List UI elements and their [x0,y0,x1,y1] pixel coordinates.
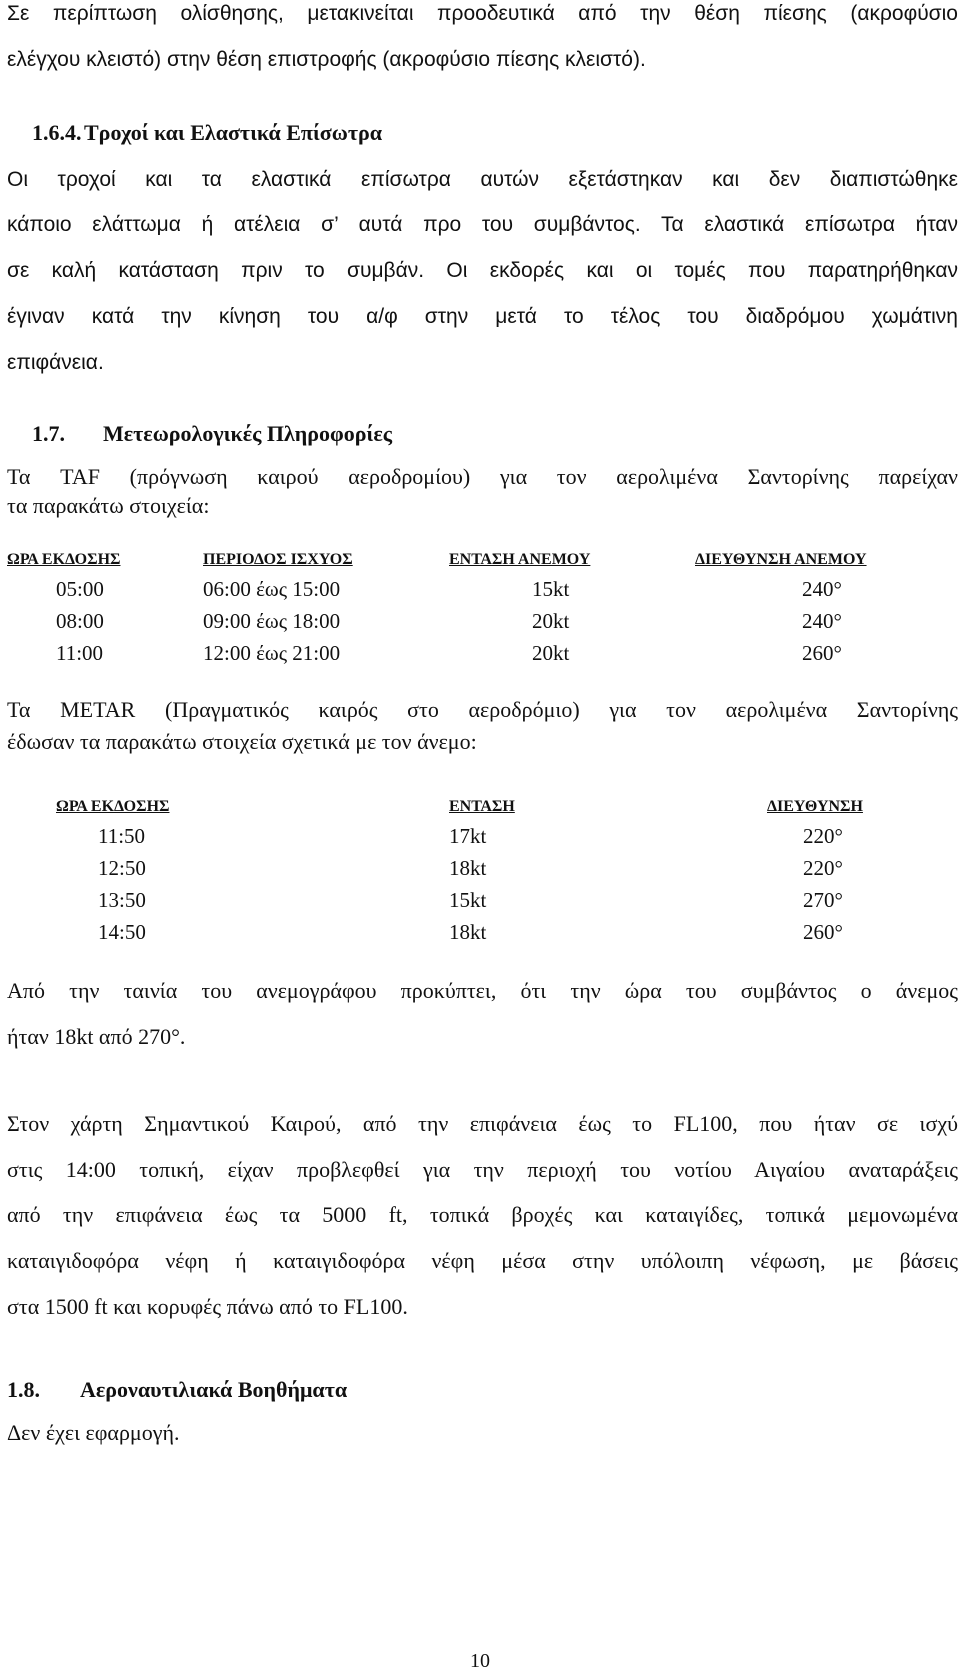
paragraph-line: επιφάνεια. [7,351,104,374]
intro-line-2: ελέγχου κλειστό) στην θέση επιστροφής (ακροφύσιο πίεσης κλειστό). [7,48,646,71]
table-cell: 17kt [449,824,487,848]
section-title-1-7: Μετεωρολογικές Πληροφορίες [103,421,393,446]
section-number-1-8: 1.8. [7,1377,40,1402]
section-title-1-6-4: Τροχοί και Ελαστικά Επίσωτρα [84,120,383,145]
anemograph-line-2: ήταν 18kt από 270°. [7,1024,186,1049]
metar-header-speed: ΕΝΤΑΣΗ [449,798,515,815]
metar-header-issue-time: ΩΡΑ ΕΚΔΟΣΗΣ [56,798,170,815]
table-cell: 13:50 [98,888,146,912]
table-cell: 240° [802,577,842,601]
taf-intro-line-1: Τα TAF (πρόγνωση καιρού αεροδρομίου) για τον αερολιμένα Σαντορίνης παρείχαν [7,464,958,489]
table-cell: 05:00 [56,577,104,601]
table-cell: 240° [802,609,842,633]
table-cell: 15kt [449,888,487,912]
section-title-1-8: Αεροναυτιλιακά Βοηθήματα [80,1377,348,1402]
table-cell: 18kt [449,920,487,944]
table-cell: 14:50 [98,920,146,944]
taf-header-wind-direction: ΔΙΕΥΘΥΝΣΗ ΑΝΕΜΟΥ [695,551,867,568]
table-cell: 220° [803,856,843,880]
table-cell: 11:00 [56,641,104,665]
paragraph-line: κάποιο ελάττωμα ή ατέλεια σ’ αυτά προ του συμβάντος. Τα ελαστικά επίσωτρα ήταν [7,213,958,236]
metar-intro-line-1: Τα METAR (Πραγματικός καιρός στο αεροδρόμιο) για τον αερολιμένα Σαντορίνης [7,697,958,722]
table-cell: 15kt [532,577,570,601]
table-cell: 18kt [449,856,487,880]
table-cell: 11:50 [98,824,146,848]
table-cell: 220° [803,824,843,848]
taf-header-wind-speed: ΕΝΤΑΣΗ ΑΝΕΜΟΥ [449,551,591,568]
table-cell: 260° [802,641,842,665]
table-cell: 20kt [532,609,570,633]
sigwx-line: καταιγιδοφόρα νέφη ή καταιγιδοφόρα νέφη μέσα στην υπόλοιπη νέφωση, με βάσεις [7,1248,958,1273]
taf-header-validity: ΠΕΡΙΟΔΟΣ ΙΣΧΥΟΣ [203,551,353,568]
section-1-8-body: Δεν έχει εφαρμογή. [7,1420,180,1445]
sigwx-line: Στον χάρτη Σημαντικού Καιρού, από την επιφάνεια έως το FL100, που ήταν σε ισχύ [7,1111,958,1136]
table-cell: 260° [803,920,843,944]
sigwx-line: στις 14:00 τοπική, είχαν προβλεφθεί για την περιοχή του νοτίου Αιγαίου αναταράξεις [7,1157,958,1182]
table-cell: 20kt [532,641,570,665]
page-number: 10 [470,1650,490,1672]
section-number-1-6-4: 1.6.4. [32,120,82,145]
table-cell: 08:00 [56,609,104,633]
table-cell: 06:00 έως 15:00 [203,577,341,601]
section-number-1-7: 1.7. [32,421,65,446]
table-cell: 09:00 έως 18:00 [203,609,341,633]
metar-intro-line-2: έδωσαν τα παρακάτω στοιχεία σχετικά με τον άνεμο: [7,729,477,754]
table-cell: 270° [803,888,843,912]
paragraph-line: σε καλή κατάσταση πριν το συμβάν. Οι εκδορές και οι τομές που παρατηρήθηκαν [7,259,958,282]
anemograph-line-1: Από την ταινία του ανεμογράφου προκύπτει, ότι την ώρα του συμβάντος ο άνεμος [7,978,958,1003]
sigwx-line: στα 1500 ft και κορυφές πάνω από το FL100. [7,1294,408,1319]
taf-header-issue-time: ΩΡΑ ΕΚΔΟΣΗΣ [7,551,121,568]
paragraph-line: Οι τροχοί και τα ελαστικά επίσωτρα αυτών εξετάστηκαν και δεν διαπιστώθηκε [7,168,958,191]
metar-header-direction: ΔΙΕΥΘΥΝΣΗ [767,798,863,815]
table-cell: 12:50 [98,856,146,880]
intro-line-1: Σε περίπτωση ολίσθησης, μετακινείται προοδευτικά από την θέση πίεσης (ακροφύσιο [7,2,958,25]
taf-intro-line-2: τα παρακάτω στοιχεία: [7,493,210,518]
paragraph-line: έγιναν κατά την κίνηση του α/φ στην μετά το τέλος του διαδρόμου χωμάτινη [7,305,958,328]
sigwx-line: από την επιφάνεια έως τα 5000 ft, τοπικά βροχές και καταιγίδες, τοπικά μεμονωμένα [7,1202,958,1227]
table-cell: 12:00 έως 21:00 [203,641,341,665]
